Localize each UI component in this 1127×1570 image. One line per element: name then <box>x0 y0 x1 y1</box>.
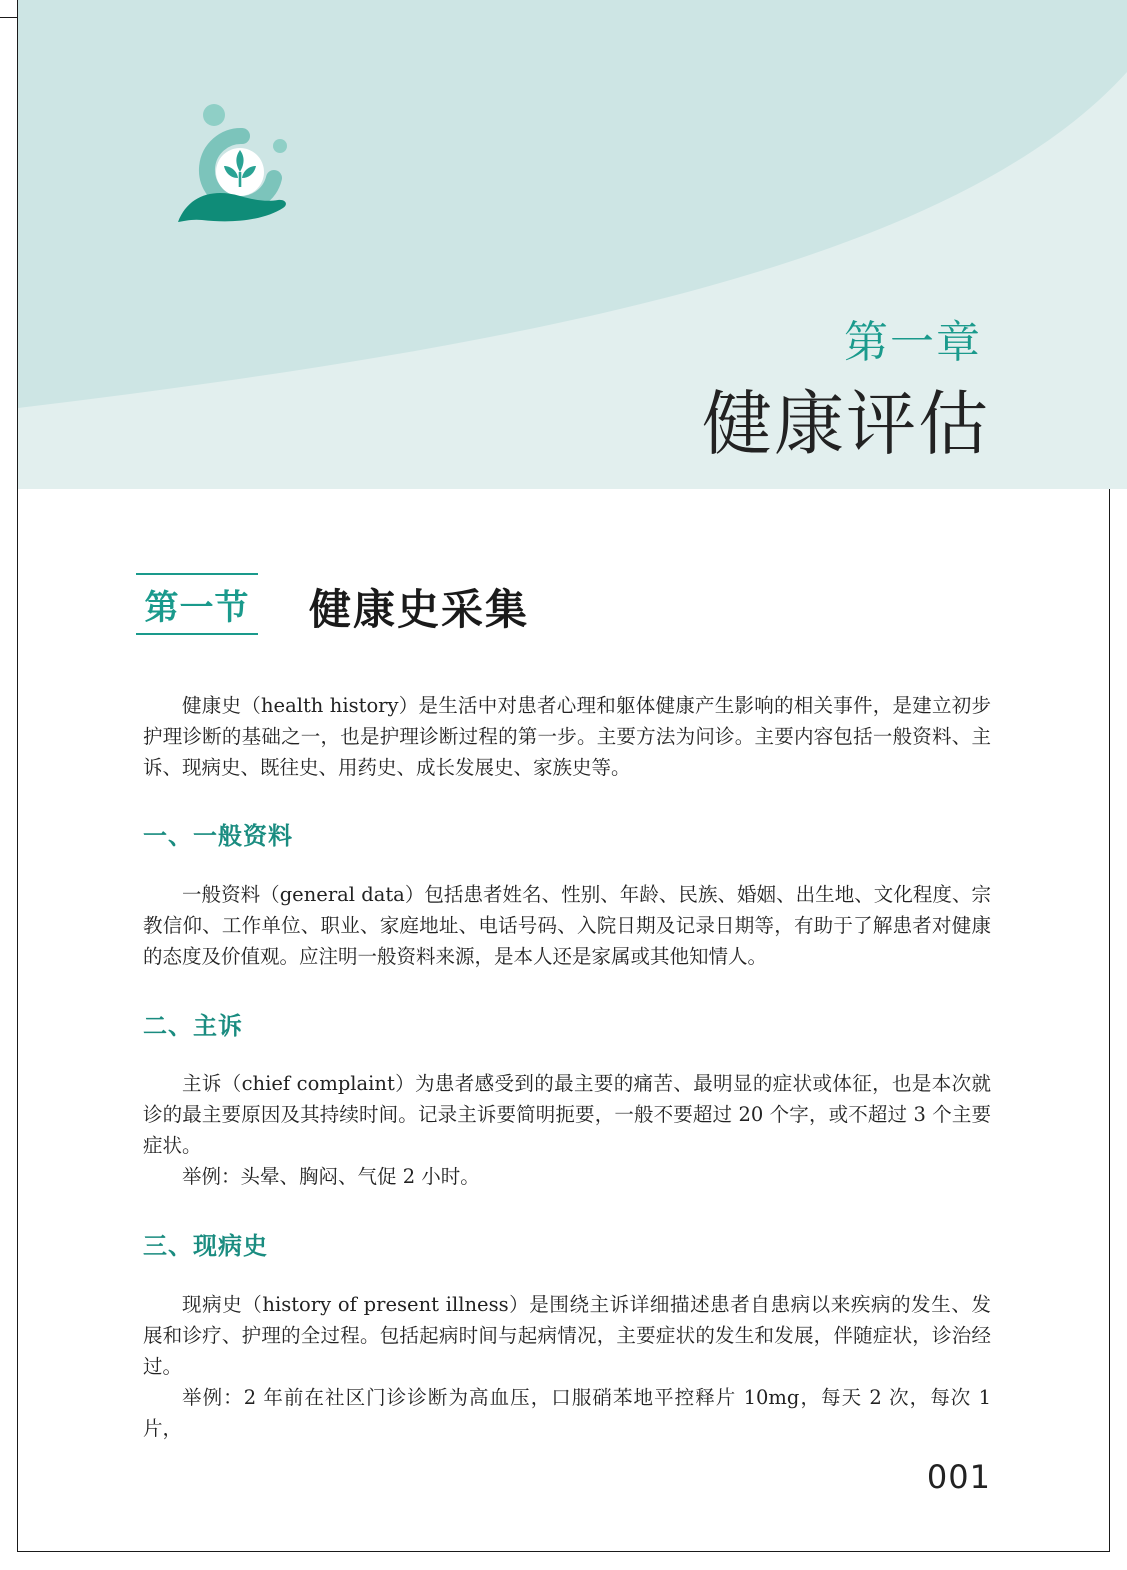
subsection-heading-chief-complaint: 二、主诉 <box>143 1012 243 1040</box>
section-label: 第一节 <box>136 573 258 635</box>
page-border-right <box>1109 489 1110 1552</box>
page-number: 001 <box>926 1458 991 1496</box>
chief-complaint-paragraph: 主诉（chief complaint）为患者感受到的最主要的痛苦、最明显的症状或体征，也是本次就诊的最主要原因及其持续时间。记录主诉要简明扼要，一般不要超过 20 个字，或不超过 3 个主要症状。 <box>143 1072 991 1157</box>
subsection-heading-present-illness: 三、现病史 <box>143 1232 268 1260</box>
subsection-heading-general-data: 一、一般资料 <box>143 822 293 850</box>
chapter-number: 第一章 <box>844 317 982 368</box>
page-border-bottom <box>17 1551 1110 1552</box>
page-border-top-left-tick <box>0 17 17 18</box>
chapter-title: 健康评估 <box>702 383 990 465</box>
section-header <box>136 573 636 635</box>
section-title: 健康史采集 <box>309 585 530 634</box>
logo-icon <box>174 100 290 226</box>
general-data-paragraph: 一般资料（general data）包括患者姓名、性别、年龄、民族、婚姻、出生地、文化程度、宗教信仰、工作单位、职业、家庭地址、电话号码、入院日期及记录日期等，有助于了解患者对健康的态度及价值观。应注明一般资料来源，是本人还是家属或其他知情人。 <box>143 883 991 968</box>
intro-paragraph: 健康史（health history）是生活中对患者心理和躯体健康产生影响的相关事件，是建立初步护理诊断的基础之一，也是护理诊断过程的第一步。主要方法为问诊。主要内容包括一般资料、主诉、现病史、既往史、用药史、成长发展史、家族史等。 <box>143 694 991 779</box>
present-illness-example: 举例：2 年前在社区门诊诊断为高血压，口服硝苯地平控释片 10mg，每天 2 次，每次 1 片， <box>143 1386 991 1440</box>
present-illness-paragraph: 现病史（history of present illness）是围绕主诉详细描述患者自患病以来疾病的发生、发展和诊疗、护理的全过程。包括起病时间与起病情况，主要症状的发生和发展，伴随症状，诊治经过。 <box>143 1293 991 1378</box>
chief-complaint-example: 举例：头晕、胸闷、气促 2 小时。 <box>182 1165 480 1188</box>
